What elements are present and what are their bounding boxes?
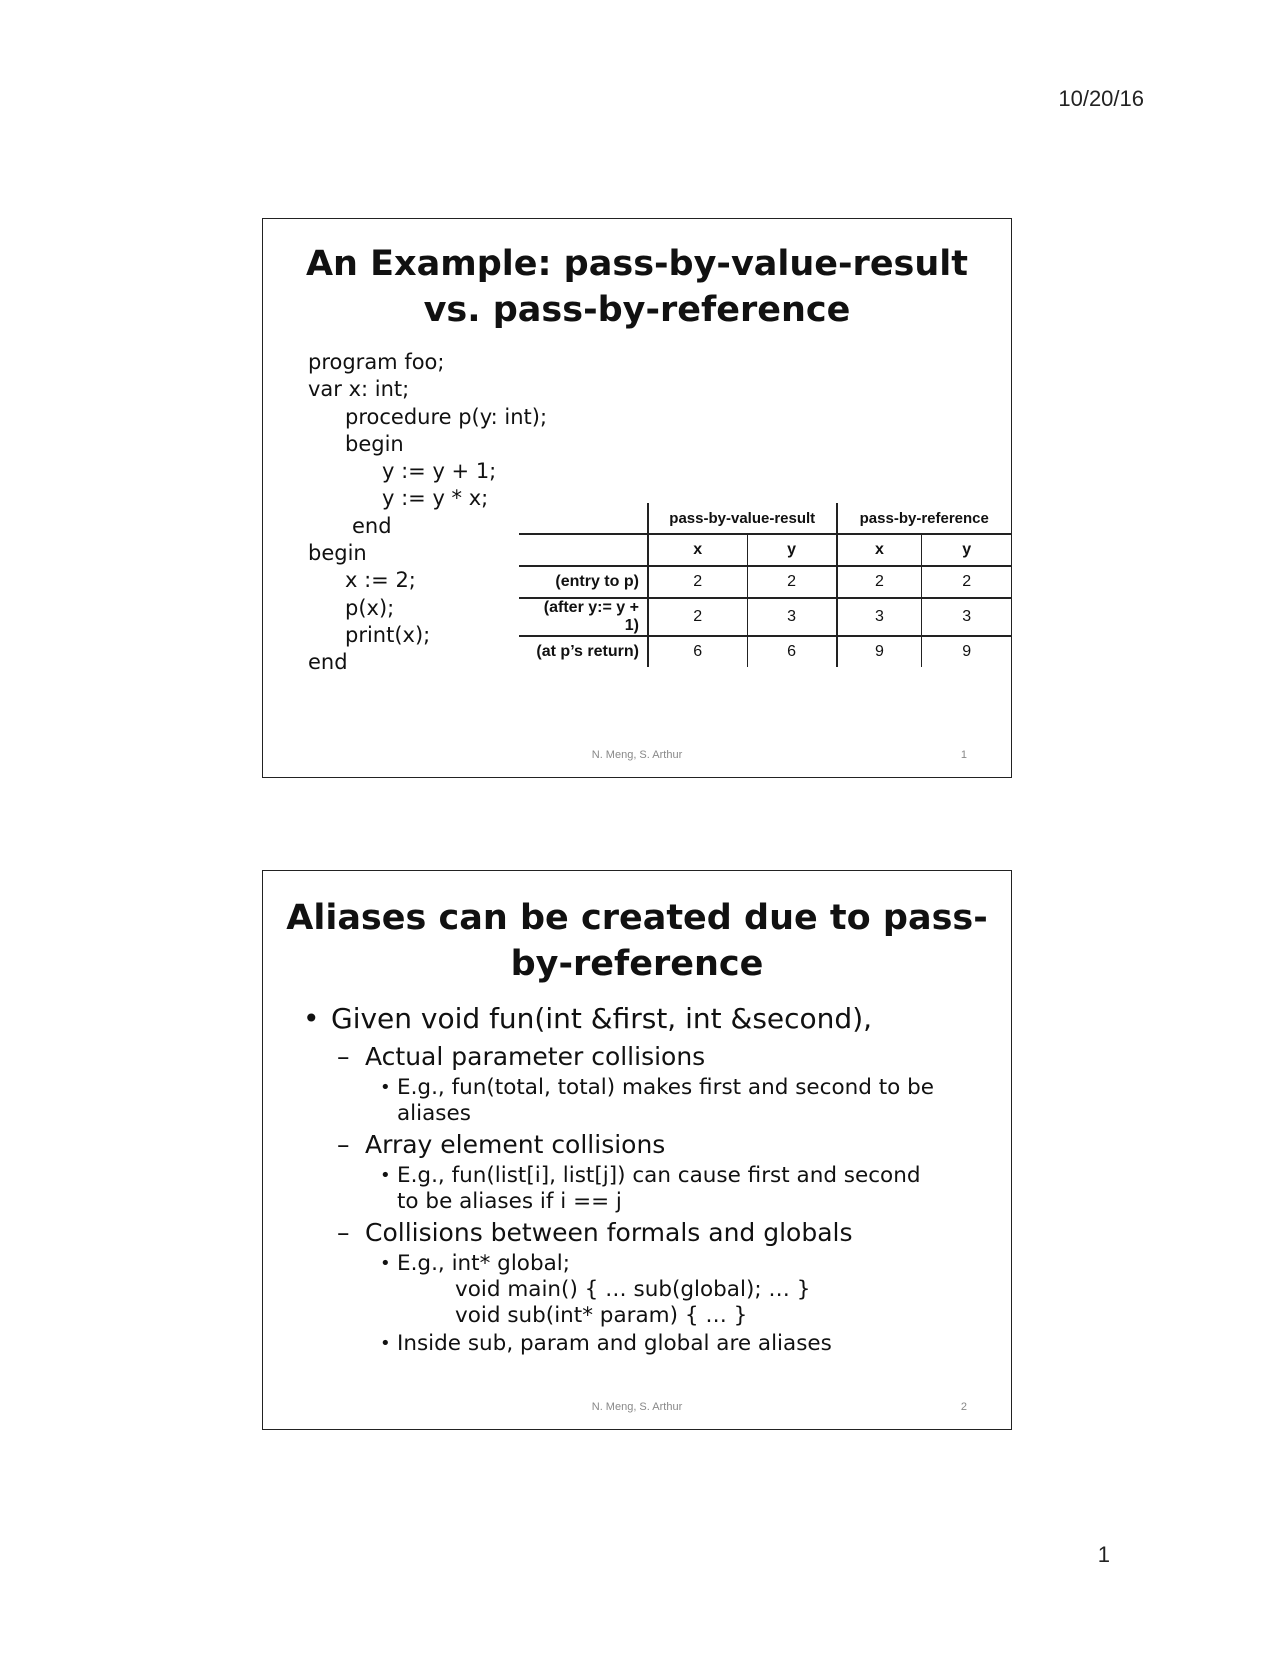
table-row xyxy=(519,566,1011,598)
group-header-value-result: pass-by-value-result xyxy=(648,503,837,534)
row-label: (at p’s return) xyxy=(519,636,648,667)
dash-icon: – xyxy=(337,1042,350,1071)
bullet-dot-icon: • xyxy=(303,1002,320,1035)
subheader-y: y xyxy=(922,534,1011,566)
slide-title: An Example: pass-by-value-result vs. pass-by-reference xyxy=(305,244,969,330)
sub-bullet-text: Collisions between formals and globals xyxy=(365,1218,853,1247)
table-subheader-row xyxy=(519,534,1011,566)
sub-bullet-item xyxy=(303,1129,991,1161)
dash-icon: – xyxy=(337,1130,350,1159)
code-line: var x: int; xyxy=(308,377,410,402)
sub-bullet-text: Actual parameter collisions xyxy=(365,1042,706,1071)
bullet-list xyxy=(303,1001,991,1357)
code-line: end xyxy=(352,513,392,538)
slide-number: 2 xyxy=(960,1401,967,1413)
slide-footer: N. Meng, S. Arthur xyxy=(591,749,683,761)
table-cell: 3 xyxy=(747,598,837,636)
subheader-x: x xyxy=(648,534,747,566)
code-line: program foo; xyxy=(308,350,445,374)
page-number: 1 xyxy=(1097,1542,1110,1567)
table-cell: 6 xyxy=(648,636,747,667)
table-corner xyxy=(519,534,648,566)
code-line: print(x); xyxy=(345,622,431,647)
sub-sub-bullet-text: E.g., fun(list[i], list[j]) can cause first and second xyxy=(397,1163,921,1188)
row-label: (entry to p) xyxy=(519,566,648,598)
code-line: y := y + 1; xyxy=(382,459,497,484)
code-line: end xyxy=(308,650,348,675)
sub-sub-bullet-text: to be aliases if i == j xyxy=(397,1189,622,1214)
dash-icon: – xyxy=(337,1218,350,1247)
group-header-reference: pass-by-reference xyxy=(837,503,1011,534)
code-line: y := y * x; xyxy=(382,486,489,511)
bullet-dot-icon: • xyxy=(380,1077,391,1098)
sub-sub-bullet-item xyxy=(303,1251,991,1329)
comparison-table xyxy=(519,503,1011,667)
code-line: procedure p(y: int); xyxy=(345,404,548,429)
table-cell: 2 xyxy=(837,566,922,598)
table-row xyxy=(519,636,1011,667)
sub-bullet-item xyxy=(303,1217,991,1249)
slide-footer: N. Meng, S. Arthur xyxy=(591,1401,683,1413)
slide-title: Aliases can be created due to pass-by-reference xyxy=(286,898,988,984)
bullet-dot-icon: • xyxy=(380,1333,391,1354)
table-cell: 2 xyxy=(747,566,837,598)
sub-sub-bullet-item xyxy=(303,1163,991,1215)
bullet-dot-icon: • xyxy=(380,1165,391,1186)
sub-sub-bullet-item xyxy=(303,1331,991,1357)
page-date: 10/20/16 xyxy=(1058,86,1144,111)
table-corner xyxy=(519,503,648,534)
table-cell: 3 xyxy=(837,598,922,636)
table-cell: 3 xyxy=(922,598,1011,636)
sub-sub-bullet-text: aliases xyxy=(397,1101,471,1126)
row-label: (after y:= y + 1) xyxy=(519,598,648,636)
bullet-item xyxy=(303,1001,991,1037)
table-row xyxy=(519,598,1011,636)
table-cell: 9 xyxy=(962,643,972,660)
table-cell: 9 xyxy=(837,636,922,667)
table-group-header-row xyxy=(519,503,1011,534)
code-text: void sub(int* param) { … } xyxy=(455,1303,748,1328)
slide-1 xyxy=(262,218,1012,778)
sub-bullet-text: Array element collisions xyxy=(365,1130,666,1159)
table-cell: 2 xyxy=(648,598,747,636)
subheader-y: y xyxy=(747,534,837,566)
bullet-dot-icon: • xyxy=(380,1253,391,1274)
sub-sub-bullet-text: E.g., int* global; xyxy=(397,1251,570,1276)
table-cell: 2 xyxy=(648,566,747,598)
sub-bullet-item xyxy=(303,1041,991,1073)
sub-sub-bullet-item xyxy=(303,1075,991,1127)
bullet-text: Given void fun(int &first, int &second), xyxy=(331,1002,873,1035)
code-listing xyxy=(308,349,547,677)
code-line: begin xyxy=(345,431,404,456)
code-line: p(x); xyxy=(345,595,395,620)
table-cell: 2 xyxy=(922,566,1011,598)
slide-number: 1 xyxy=(960,749,967,761)
sub-sub-bullet-text: E.g., fun(total, total) makes first and second to be xyxy=(397,1075,934,1100)
code-text: void main() { … sub(global); … } xyxy=(455,1277,811,1302)
table-cell: 6 xyxy=(747,636,837,667)
slide-2 xyxy=(262,870,1012,1430)
subheader-x: x xyxy=(837,534,922,566)
code-line: begin xyxy=(308,541,367,566)
sub-sub-bullet-text: Inside sub, param and global are aliases xyxy=(397,1331,832,1356)
code-line: x := 2; xyxy=(345,568,416,593)
